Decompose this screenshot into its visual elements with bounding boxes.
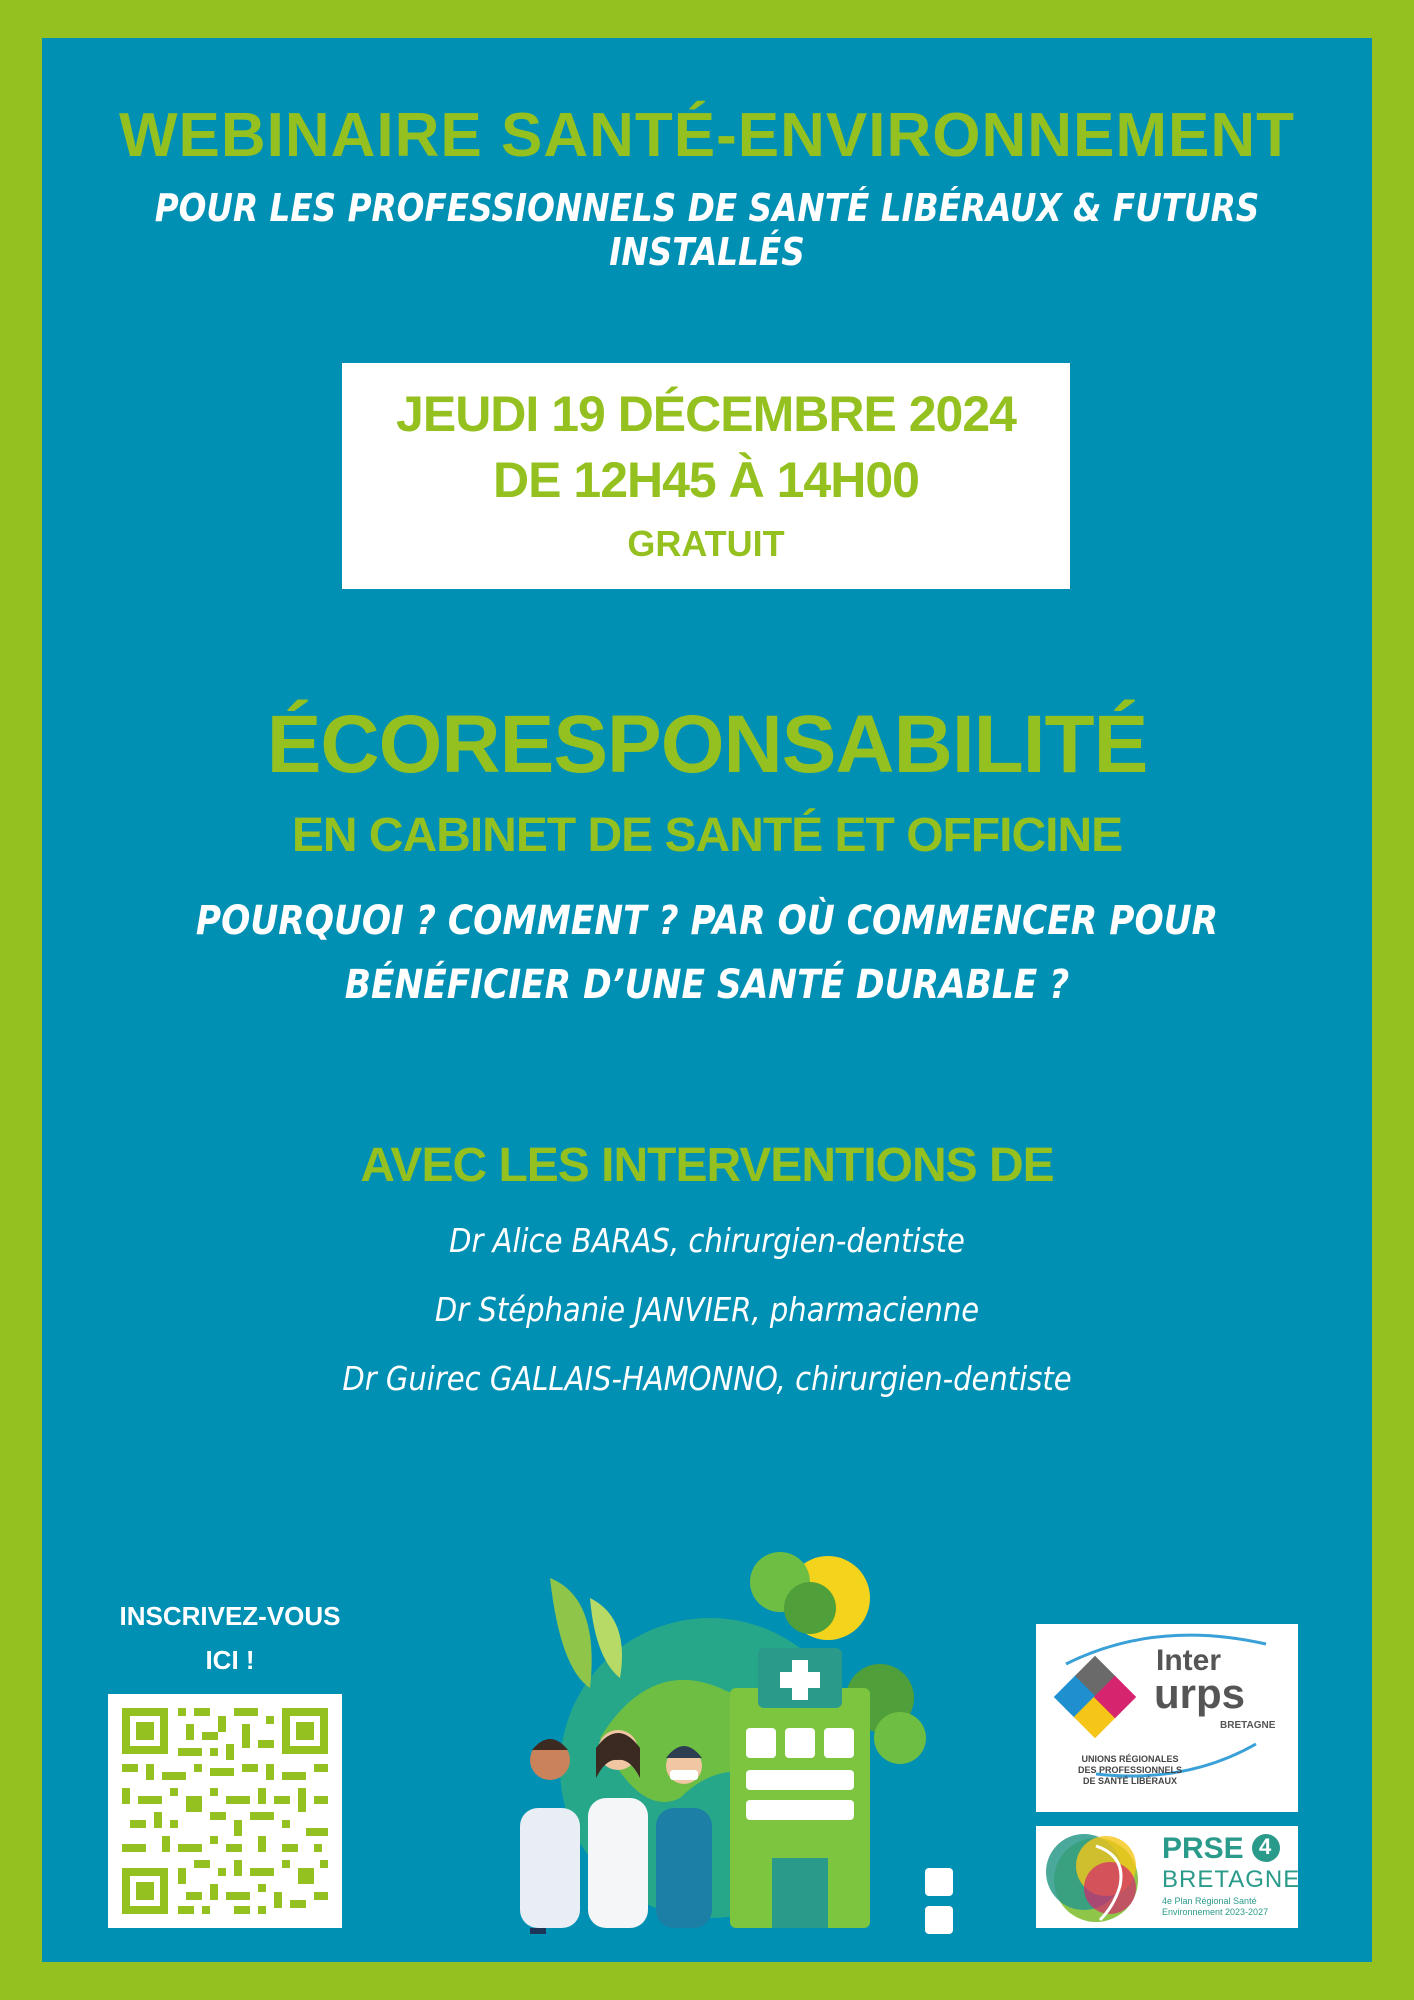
- webinar-title: WEBINAIRE SANTÉ-ENVIRONNEMENT: [118, 101, 1296, 170]
- topic-title: ÉCORESPONSABILITÉ: [266, 699, 1148, 790]
- event-time: DE 12H45 À 14H00: [493, 452, 919, 508]
- speaker-item: Dr Guirec GALLAIS-HAMONNO, chirurgien-dentiste: [342, 1359, 1072, 1398]
- prse-logo: [1036, 1826, 1301, 1928]
- interurps-word-inter: Inter: [1156, 1644, 1222, 1677]
- poster: [42, 38, 1372, 1962]
- registration-line-1: INSCRIVEZ-VOUS: [119, 1601, 341, 1631]
- speaker-item: Dr Stéphanie JANVIER, pharmacienne: [434, 1290, 980, 1329]
- event-date: JEUDI 19 DÉCEMBRE 2024: [396, 386, 1016, 442]
- audience-subtitle: POUR LES PROFESSIONNELS DE SANTÉ LIBÉRAUX & FUTURS INSTALLÉS: [154, 186, 1260, 274]
- date-box: [342, 363, 1070, 589]
- healthcare-illustration: [480, 1538, 980, 1938]
- prse-caption-line-1: 4e Plan Régional Santé: [1162, 1896, 1257, 1906]
- speakers-heading: AVEC LES INTERVENTIONS DE: [360, 1139, 1054, 1192]
- doctors-hospital-nature-icon: [480, 1538, 980, 1938]
- topic-question-line-2: BÉNÉFICIER D’UNE SANTÉ DURABLE ?: [344, 962, 1070, 1008]
- interurps-caption-line-1: UNIONS RÉGIONALES: [1081, 1754, 1179, 1764]
- interurps-caption-line-3: DE SANTÉ LIBÉRAUX: [1082, 1776, 1177, 1786]
- interurps-caption-line-2: DES PROFESSIONNELS: [1077, 1765, 1183, 1775]
- prse-name: PRSE: [1162, 1832, 1244, 1865]
- topic-question-line-1: POURQUOI ? COMMENT ? PAR OÙ COMMENCER POUR: [195, 898, 1219, 944]
- prse-number: 4: [1259, 1834, 1272, 1859]
- registration-label: [80, 1594, 380, 1682]
- prse-caption-line-2: Environnement 2023-2027: [1162, 1907, 1269, 1917]
- interurps-caption: [1070, 1754, 1190, 1787]
- event-price: GRATUIT: [627, 523, 785, 564]
- interurps-logo: [1036, 1624, 1298, 1812]
- qr-code-graphic: [108, 1694, 342, 1928]
- interurps-region: BRETAGNE: [1220, 1720, 1276, 1731]
- speaker-item: Dr Alice BARAS, chirurgien-dentiste: [449, 1221, 965, 1260]
- prse-caption: [1162, 1896, 1268, 1918]
- topic-subtitle: EN CABINET DE SANTÉ ET OFFICINE: [291, 809, 1123, 862]
- registration-qr-code[interactable]: [108, 1694, 342, 1928]
- registration-line-2: ICI !: [205, 1645, 255, 1675]
- prse-region: BRETAGNE: [1162, 1866, 1301, 1893]
- interurps-word-urps: urps: [1154, 1670, 1246, 1717]
